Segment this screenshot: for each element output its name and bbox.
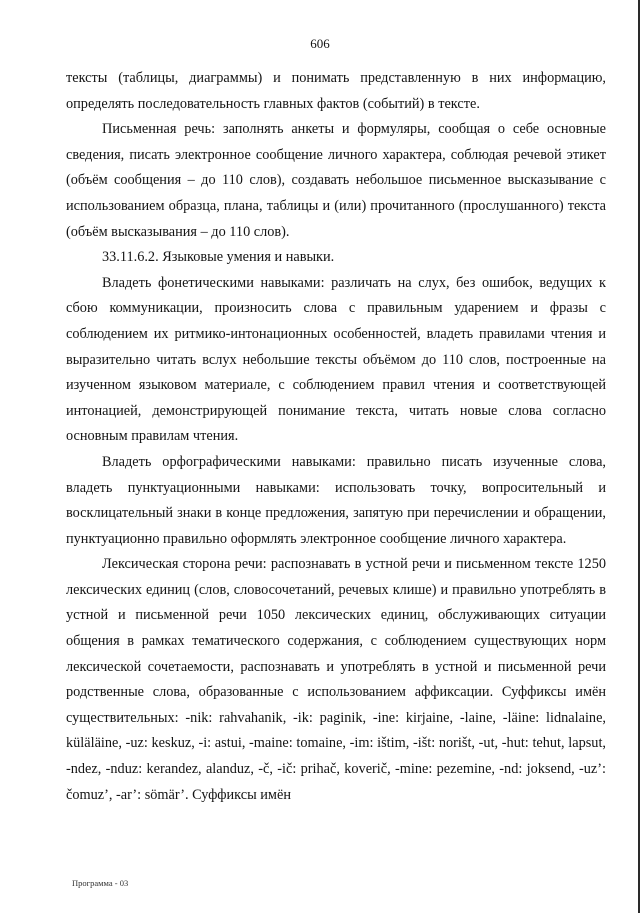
paragraph-phonetic-skills: Владеть фонетическими навыками: различать на слух, без ошибок, ведущих к сбою коммуникации, произносить слова с правильным ударением и фразы с соблюдением их ритмико-интонационных особенностей, владеть правилами чтения и выразительно читать вслух небольшие тексты объёмом до 110 слов, построенные на изученном языковом материале, с соблюдением правил чтения и соответствующей интонацией, демонстрирующей понимание текста, читать новые слова согласно основным правилам чтения. (66, 274, 606, 445)
paragraph-written-speech: Письменная речь: заполнять анкеты и формуляры, сообщая о себе основные сведения, писать электронное сообщение личного характера, соблюдая речевой этикет (объём сообщения – до 110 слов), создавать небольшое письменное высказывание с использованием образца, плана, таблицы и (или) прочитанного (прослушанного) текста (объём высказывания – до 110 слов). (66, 121, 606, 240)
paragraph-continuation: тексты (таблицы, диаграммы) и понимать представленную в них информацию, определять последовательность главных фактов (событий) в тексте. (66, 70, 606, 112)
body-text (66, 66, 606, 808)
paragraph-lexical-side: Лексическая сторона речи: распознавать в устной речи и письменном тексте 1250 лексических единиц (слов, словосочетаний, речевых клише) и правильно употреблять в устной и письменной речи 1050 лексических единиц, обслуживающих ситуации общения в рамках тематического содержания, с соблюдением существующих норм лексической сочетаемости, распознавать и употреблять в устной и письменной речи родственные слова, образованные с использованием аффиксации. Суффиксы имён существительных: -nik: rahvahanik, -ik: paginik, -ine: kirjaine, -laine, -läine: lidnalaine, küläläine, -uz: keskuz, -i: astui, -maine: tomaine, -im: ištim, -išt: norišt, -ut, -hut: tehut, lapsut, -ndez, -nduz: kerandez, alanduz, -č, -ič: prihač, koverič, -mine: pezemine, -nd: joksend, -uz’: čomuz’, -ar’: sömär’. Суффиксы имён (66, 556, 606, 803)
section-heading-language-skills: 33.11.6.2. Языковые умения и навыки. (102, 249, 335, 266)
paragraph-orthographic-skills: Владеть орфографическими навыками: правильно писать изученные слова, владеть пунктуационными навыками: использовать точку, вопросительный и восклицательный знаки в конце предложения, запятую при перечислении и обращении, пунктуационно правильно оформлять электронное сообщение личного характера. (66, 453, 606, 547)
page-number: 606 (310, 36, 330, 51)
footer-label: Программа - 03 (72, 878, 129, 888)
